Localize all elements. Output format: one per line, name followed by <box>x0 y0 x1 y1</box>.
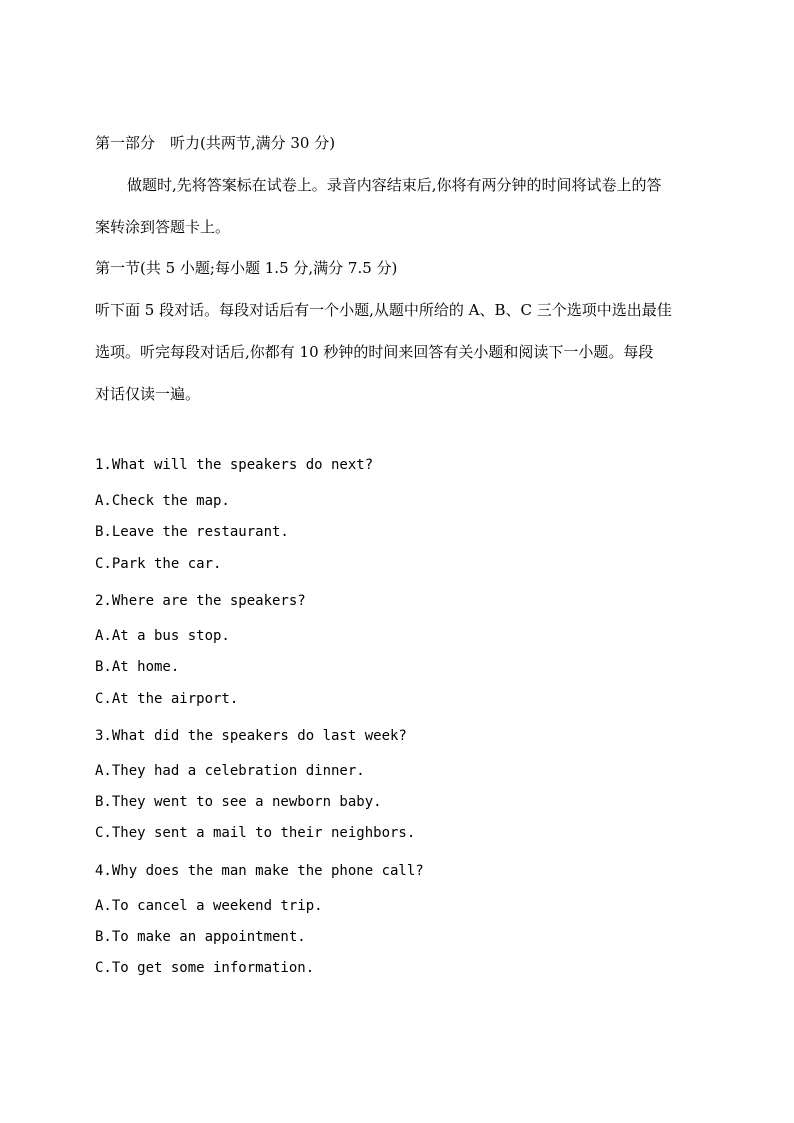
question-1-stem: 1.What will the speakers do next? <box>95 457 374 473</box>
question-2-option-b: B.At home. <box>95 659 180 675</box>
question-3-stem: 3.What did the speakers do last week? <box>95 728 407 744</box>
question-2-option-c: C.At the airport. <box>95 691 239 707</box>
question-1-option-a: A.Check the map. <box>95 493 230 509</box>
question-4-option-b: B.To make an appointment. <box>95 929 306 945</box>
question-1-option-b: B.Leave the restaurant. <box>95 524 289 540</box>
question-4-option-a: A.To cancel a weekend trip. <box>95 898 323 914</box>
section-instruction-line-1: 听下面 5 段对话。每段对话后有一个小题,从题中所给的 A、B、C 三个选项中选出最佳 <box>95 301 672 319</box>
question-2-stem: 2.Where are the speakers? <box>95 593 306 609</box>
section-instruction-line-3: 对话仅读一遍。 <box>95 385 201 403</box>
instruction-line-2: 案转涂到答题卡上。 <box>95 218 231 236</box>
part-heading: 第一部分 听力(共两节,满分 30 分) <box>95 134 336 152</box>
question-3-option-b: B.They went to see a newborn baby. <box>95 794 382 810</box>
question-2-option-a: A.At a bus stop. <box>95 628 230 644</box>
question-3-option-a: A.They had a celebration dinner. <box>95 763 365 779</box>
section-instruction-line-2: 选项。听完每段对话后,你都有 10 秒钟的时间来回答有关小题和阅读下一小题。每段 <box>95 343 654 361</box>
question-1-option-c: C.Park the car. <box>95 556 222 572</box>
section-heading: 第一节(共 5 小题;每小题 1.5 分,满分 7.5 分) <box>95 259 398 277</box>
question-3-option-c: C.They sent a mail to their neighbors. <box>95 825 416 841</box>
question-4-option-c: C.To get some information. <box>95 960 315 976</box>
question-4-stem: 4.Why does the man make the phone call? <box>95 863 424 879</box>
instruction-line-1: 做题时,先将答案标在试卷上。录音内容结束后,你将有两分钟的时间将试卷上的答 <box>127 176 662 194</box>
